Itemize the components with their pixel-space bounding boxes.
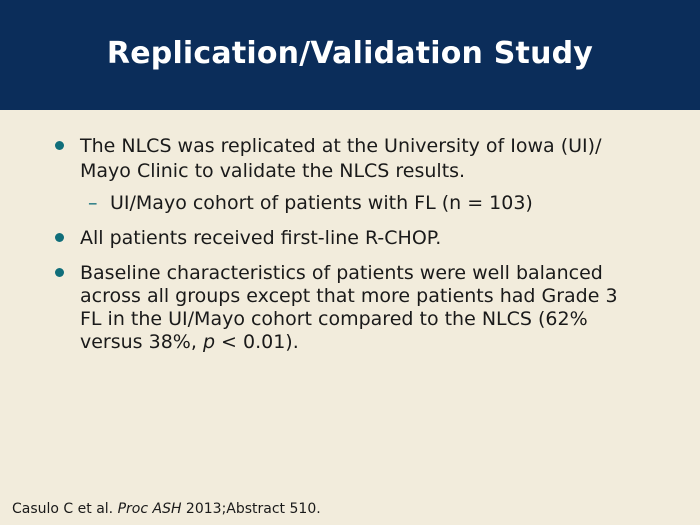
bullet-3-marker xyxy=(55,268,64,277)
bullet-2-line-1: All patients received first-line R-CHOP. xyxy=(80,227,442,249)
slide-title: Replication/Validation Study xyxy=(106,36,594,71)
citation xyxy=(12,500,321,518)
p-value-symbol: p xyxy=(202,331,215,353)
bullet-1-line-2: Mayo Clinic to validate the NLCS results. xyxy=(80,160,466,182)
p-value-text: < 0.01). xyxy=(215,331,299,353)
sub-bullet-1-line: UI/Mayo cohort of patients with FL (n = 103) xyxy=(110,192,533,214)
sub-bullet-dash: – xyxy=(88,192,98,214)
bullet-3-line-2: across all groups except that more patients had Grade 3 xyxy=(80,285,618,307)
bullet-3-line-4-text: versus 38%, xyxy=(80,331,203,353)
bullet-3-line-4 xyxy=(80,330,299,354)
bullet-2-marker xyxy=(55,233,64,242)
citation-rest: 2013;Abstract 510. xyxy=(181,501,321,517)
citation-authors: Casulo C et al. xyxy=(12,501,118,517)
bullet-3-line-3: FL in the UI/Mayo cohort compared to the NLCS (62% xyxy=(80,308,588,330)
bullet-3-line-1: Baseline characteristics of patients were well balanced xyxy=(80,262,603,284)
citation-journal: Proc ASH xyxy=(117,501,182,517)
bullet-1-marker xyxy=(55,141,64,150)
bullet-1-line-1: The NLCS was replicated at the University of Iowa (UI)/ xyxy=(80,135,602,157)
